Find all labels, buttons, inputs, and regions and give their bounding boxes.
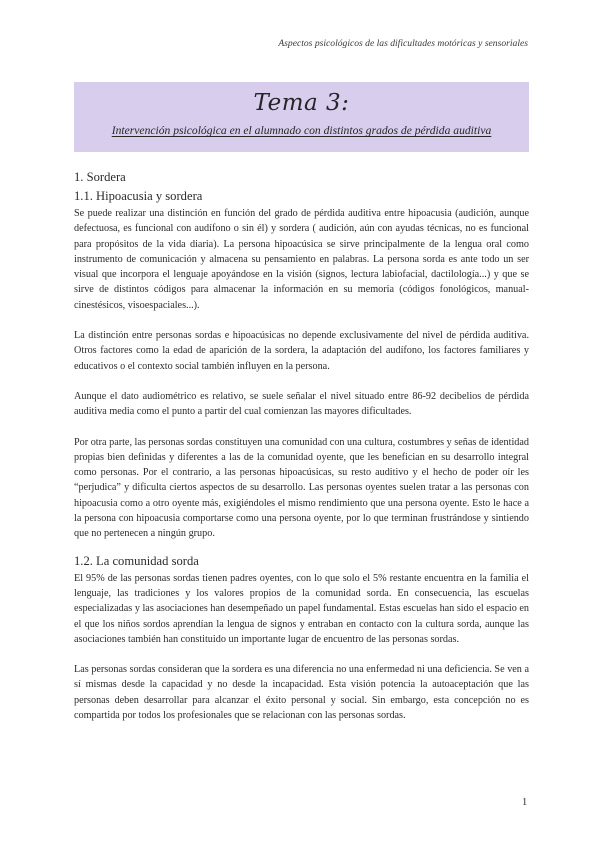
paragraph: El 95% de las personas sordas tienen padres oyentes, con lo que solo el 5% restante encuentra en la familia el lenguaje, las tradiciones y los valores propios de la comunidad sorda. En consecuencia, las escuelas especializadas y las asociaciones han desempeñado un papel fundamental. Estas escuelas han sido el espacio en el que los niños sordos aprendían la lengua de signos y entraban en contacto con la cultura sorda, aunque las asociaciones también han constituido un importante lugar de encuentro de las personas sordas. (74, 572, 529, 645)
paragraph: La distinción entre personas sordas e hipoacúsicas no depende exclusivamente del nivel de pérdida auditiva. Otros factores como la edad de aparición de la sordera, la adaptación del audífono, los factores familiares y educativos o el contexto social también influyen en la persona. (74, 330, 529, 372)
paragraph: Las personas sordas consideran que la sordera es una diferencia no una enfermedad ni una deficiencia. Se ven a sí mismas desde la capacidad y no desde la incapacidad. Esta visión potencia la autoaceptación que las personas deben desarrollar para alcanzar el éxito personal y social. Sin embargo, esta concepción no es compartida por todos los profesionales que se relacionan con las personas sordas. (74, 664, 529, 722)
page-number: 1 (522, 797, 528, 808)
subsection-heading-hipoacusia: 1.1. Hipoacusia y sordera (74, 189, 203, 203)
paragraph: Por otra parte, las personas sordas constituyen una comunidad con una cultura, costumbres y señas de identidad propias bien definidas y diferentes a las de la comunidad oyente, que les benefician en su desarrollo integral como personas. Por el contrario, a las personas hipoacúsicas, su resto auditivo y el hecho de poder oír les “perjudica” y dificulta ciertos aspectos de su desarrollo. Las personas oyentes suelen tratar a las personas con hipoacusia como a otro oyente más, exigiéndoles el mismo rendimiento que una persona oyente. Esto le hace a la persona con hipoacusia comportarse como una persona oyente, por lo que terminan frustrándose y sintiendo que no pertenecen a ningún grupo. (74, 436, 529, 540)
running-header: Aspectos psicológicos de las dificultades motóricas y sensoriales (278, 38, 528, 49)
topic-title: Tema 3: (253, 90, 350, 116)
document-body (74, 170, 529, 723)
subsection-heading-comunidad-sorda: 1.2. La comunidad sorda (74, 553, 199, 568)
paragraph: Aunque el dato audiométrico es relativo, se suele señalar el nivel situado entre 86-92 decibelios de pérdida auditiva media como el punto a partir del cual comienzan las mayores dificultades. (74, 390, 529, 418)
topic-subtitle: Intervención psicológica en el alumnado con distintos grados de pérdida auditiva (111, 124, 492, 137)
title-box (74, 82, 529, 152)
paragraph: Se puede realizar una distinción en función del grado de pérdida auditiva entre hipoacusia (audición, aunque defectuosa, es funcional con audífono o sin él) y sordera ( audición, aún con ayudas técnicas, no es funcional para propósitos de la vida diaria). La persona hipoacúsica se sirve principalmente de la lengua oral como instrumento de comunicación y almacena su pensamiento en palabras. La persona sorda es ante todo un ser visual que incorpora el lenguaje apoyándose en la visión (signos, lectura labiofacial, dactilología...) y que se sirve de distintos códigos para almacenar la información en su memoria (códigos fonológicos, manual-cinestésicos, visoespaciales...). (74, 208, 529, 311)
section-heading-sordera: 1. Sordera (74, 170, 126, 184)
